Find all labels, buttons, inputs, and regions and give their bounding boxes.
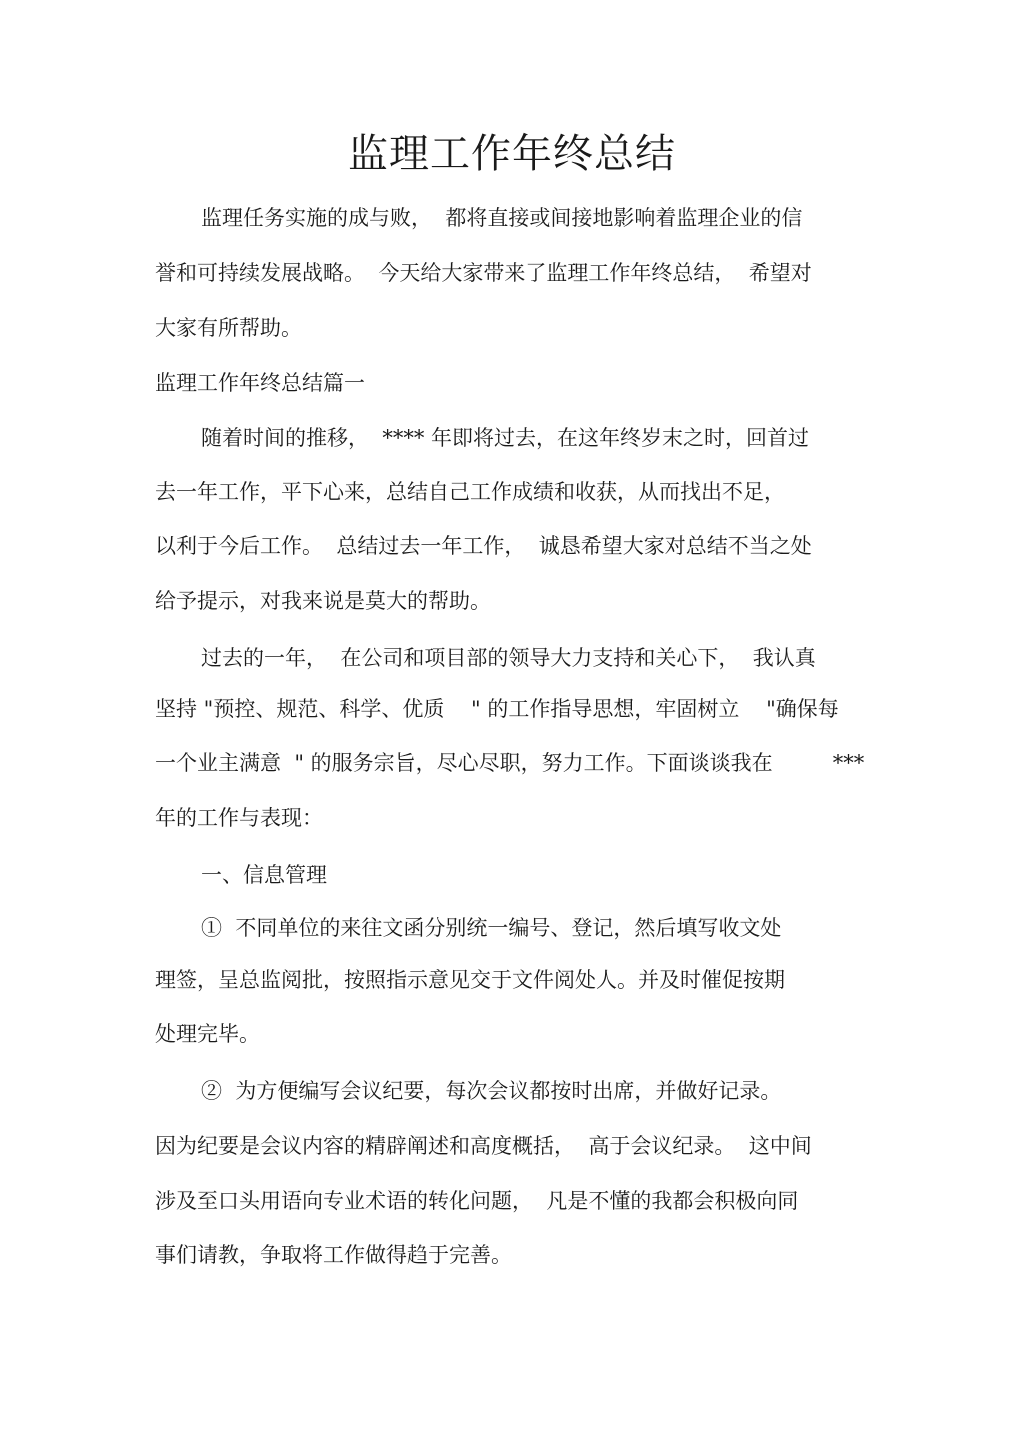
section-heading: 监理工作年终总结篇一 <box>155 371 365 395</box>
paragraph-line: 年的工作与表现： <box>155 806 323 830</box>
paragraph-line: 事们请教，争取将工作做得趋于完善。 <box>155 1243 512 1267</box>
paragraph-line: 以利于今后工作。 总结过去一年工作， 诚恳希望大家对总结不当之处 <box>155 534 812 558</box>
paragraph-line: 一个业主满意 " 的服务宗旨，尽心尽职，努力工作。下面谈谈我在 *** <box>155 751 865 775</box>
list-item: ② 为方便编写会议纪要，每次会议都按时出席，并做好记录。 <box>201 1079 782 1103</box>
paragraph-line: 涉及至口头用语向专业术语的转化问题， 凡是不懂的我都会积极向同 <box>155 1189 799 1213</box>
paragraph-line: 随着时间的推移， **** 年即将过去，在这年终岁末之时，回首过 <box>201 426 810 450</box>
paragraph-line: 去一年工作，平下心来，总结自己工作成绩和收获，从而找出不足， <box>155 480 785 504</box>
subsection-heading: 一、信息管理 <box>201 863 327 887</box>
paragraph-line: 监理任务实施的成与败， 都将直接或间接地影响着监理企业的信 <box>201 206 803 230</box>
paragraph-line: 大家有所帮助。 <box>155 316 302 340</box>
paragraph-line: 因为纪要是会议内容的精辟阐述和高度概括， 高于会议纪录。 这中间 <box>155 1134 812 1158</box>
list-item: ① 不同单位的来往文函分别统一编号、登记，然后填写收文处 <box>201 916 782 940</box>
paragraph-line: 理签，呈总监阅批，按照指示意见交于文件阅处人。并及时催促按期 <box>155 968 785 992</box>
paragraph-line: 誉和可持续发展战略。 今天给大家带来了监理工作年终总结， 希望对 <box>155 261 812 285</box>
paragraph-line: 处理完毕。 <box>155 1022 260 1046</box>
document-title: 监理工作年终总结 <box>348 131 676 177</box>
paragraph-line: 过去的一年， 在公司和项目部的领导大力支持和关心下， 我认真 <box>201 646 816 670</box>
paragraph-line: 坚持 "预控、规范、科学、优质 " 的工作指导思想，牢固树立 "确保每 <box>155 697 839 721</box>
paragraph-line: 给予提示，对我来说是莫大的帮助。 <box>155 589 491 613</box>
